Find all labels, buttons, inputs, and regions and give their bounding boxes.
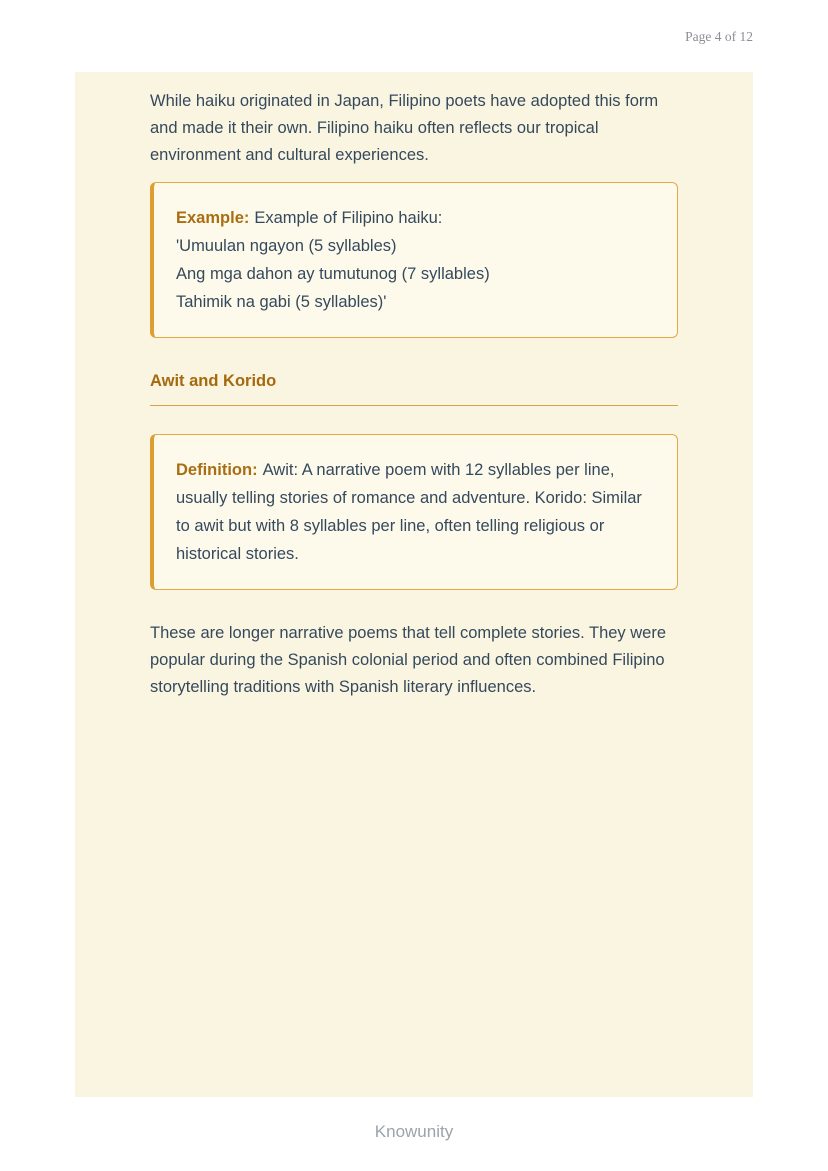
example-box — [150, 182, 678, 338]
haiku-line: Tahimik na gabi (5 syllables)' — [176, 293, 387, 311]
definition-label: Definition: — [176, 461, 258, 479]
haiku-line: Ang mga dahon ay tumutunog (7 syllables) — [176, 265, 490, 283]
intro-paragraph: While haiku originated in Japan, Filipino poets have adopted this form and made it their own. Filipino haiku often reflects our tropical environment and cultural experiences. — [150, 92, 659, 164]
haiku-line: 'Umuulan ngayon (5 syllables) — [176, 237, 397, 255]
definition-box-text — [176, 456, 653, 568]
example-box-first-line — [176, 204, 653, 232]
footer-brand: Knowunity — [374, 1122, 454, 1141]
definition-box — [150, 434, 678, 590]
section-heading-awit-korido: Awit and Korido — [150, 372, 678, 406]
page-number-indicator: Page 4 of 12 — [685, 29, 753, 44]
content-area — [75, 72, 753, 1097]
definition-text: Awit: A narrative poem with 12 syllables per line, usually telling stories of romance and adventure. Korido: Similar to awit but with 8 syllables per line, often telling religious or historical stories. — [176, 461, 642, 563]
example-intro-text: Example of Filipino haiku: — [254, 209, 443, 227]
example-label: Example: — [176, 209, 250, 227]
closing-paragraph: These are longer narrative poems that tell complete stories. They were popular during the Spanish colonial period and often combined Filipino storytelling traditions with Spanish literary influences. — [150, 624, 667, 696]
